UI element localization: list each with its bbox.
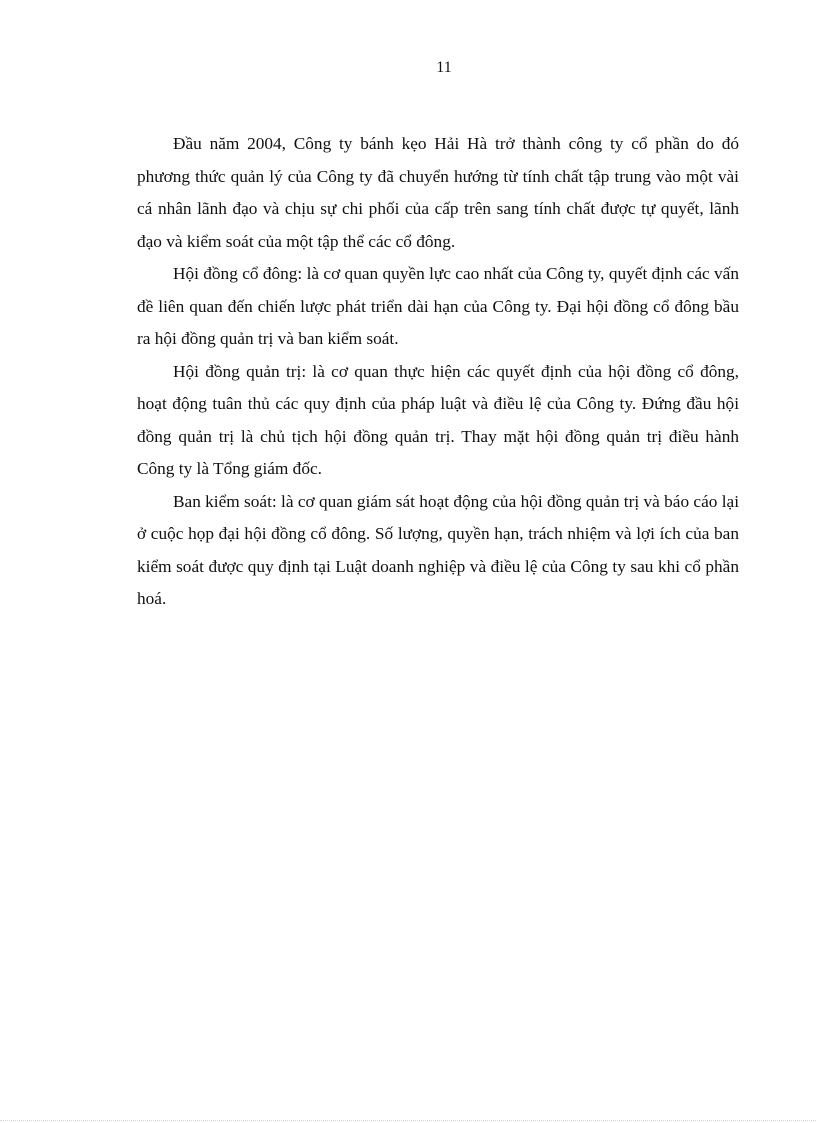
body-text	[137, 128, 739, 616]
paragraph-supervisory-board: Ban kiểm soát: là cơ quan giám sát hoạt động của hội đồng quản trị và báo cáo lại ở cuộc họp đại hội đồng cổ đông. Số lượng, quyền hạn, trách nhiệm và lợi ích của ban kiểm soát được quy định tại Luật doanh nghiệp và điều lệ của Công ty sau khi cổ phần hoá.	[137, 491, 739, 608]
paragraph-board-of-directors: Hội đồng quản trị: là cơ quan thực hiện các quyết định của hội đồng cổ đông, hoạt động tuân thủ các quy định của pháp luật và điều lệ của Công ty. Đứng đầu hội đồng quản trị là chủ tịch hội đồng quản trị. Thay mặt hội đồng quản trị điều hành Công ty là Tổng giám đốc.	[137, 361, 739, 478]
page-bottom-divider	[0, 1120, 816, 1121]
paragraph-company-transition: Đầu năm 2004, Công ty bánh kẹo Hải Hà trở thành công ty cổ phần do đó phương thức quản lý của Công ty đã chuyển hướng từ tính chất tập trung vào một vài cá nhân lãnh đạo và chịu sự chi phối của cấp trên sang tính chất được tự quyết, lãnh đạo và kiểm soát của một tập thể các cổ đông.	[137, 134, 739, 251]
page-number: 11	[436, 59, 452, 76]
paragraph-shareholders-meeting: Hội đồng cổ đông: là cơ quan quyền lực cao nhất của Công ty, quyết định các vấn đề liên quan đến chiến lược phát triển dài hạn của Công ty. Đại hội đồng cổ đông bầu ra hội đồng quản trị và ban kiểm soát.	[137, 264, 739, 348]
